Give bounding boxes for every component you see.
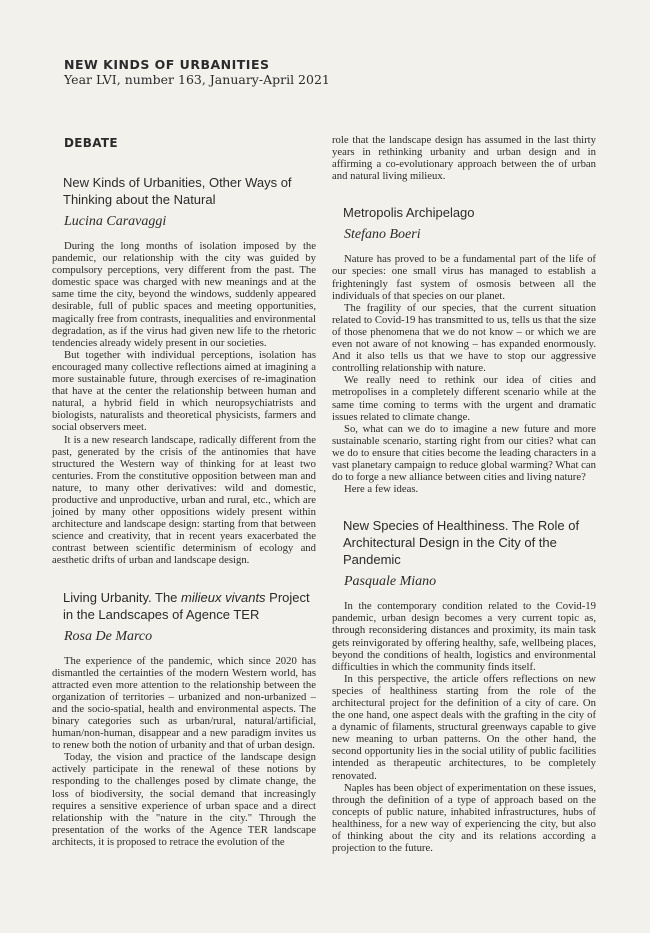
right-column: [332, 134, 596, 854]
paragraph: Here a few ideas.: [344, 483, 419, 496]
paragraph: The fragility of our species, that the current situation related to Covid-19 has transmitted to us, tells us that the size of those phenomena that we do not know – or which we are even not aware of not knowing – has expanded enormously. And it also tells us that we have to stop our aggressive controlling relationship with nature.: [332, 301, 596, 375]
article-title: New Species of Healthiness. The Role of Architectural Design in the City of the Pandemic: [343, 518, 580, 568]
paragraph: In the contemporary condition related to the Covid-19 pandemic, urban design becomes a very current topic as, through reconsidering distances and proximity, its main task gets reinvigorated by offering healthy, safe, wellbeing places, beyond the conditions of health, logistics and environmental difficulties in which the community finds itself.: [332, 600, 596, 673]
continued-text: [332, 134, 596, 182]
article-miano: [332, 517, 596, 854]
paragraph: Naples has been object of experimentation on these issues, through the definition of a type of approach based on the concepts of public nature, inhabited infrastructures, hubs of healthiness, for a new way of experiencing the city, but also of thinking about the city and its relations according a projection to the future.: [332, 781, 596, 855]
title-part: Living Urbanity. The: [63, 589, 182, 605]
article-title: [52, 589, 316, 623]
article-body: [52, 240, 316, 567]
article-boeri: [332, 204, 596, 495]
article-body: [332, 253, 596, 495]
paragraph: It is a new research landscape, radically different from the past, generated by the crisis of the antinomies that have structured the Western way of thinking for at least two centuries. From the constitutive opposition between man and nature, to many other derivatives: wild and domestic, productive and unproductive, urban and rural, etc., which are joined by many other oppositions widely present within architecture and landscape design: starting from that between science and creativity, that in recent years exacerbated the contrast between scientific determinism of ecology and aesthetic drifts of urban and landscape design.: [52, 433, 316, 567]
journal-issue: Year LVI, number 163, January-April 2021: [64, 72, 330, 87]
article-caravaggi: [52, 174, 316, 567]
paragraph: So, what can we do to imagine a new future and more sustainable scenario, starting right from our cities? what can we do to ensure that cities become the leading characters in a vast planetary campaign to reduce global warming? What can do to forge a new alliance between cities and living nature?: [332, 422, 596, 484]
paragraph: But together with individual perceptions, isolation has encouraged many collective reflections aimed at imagining a more sustainable future, through exercises of re-imagination that have at the center the relationship between human and natural, a hybrid field in which neuropsychiatrists and biologists, naturalists and theoretical physicists, farmers and social observers meet.: [52, 348, 316, 434]
paragraph: In this perspective, the article offers reflections on new species of healthiness starting from the role of the architectural project for the definition of a city of care. On the one hand, one aspect deals with the grafting in the city of a dynamic of filaments, structural greenways capable to give new meaning to urban patterns. On the other hand, the second opportunity lies in the social utility of public facilities intended as therapeutic architectures, to be completely renovated.: [332, 672, 596, 782]
left-column: [52, 136, 316, 848]
title-italic: milieux vivants: [181, 589, 266, 605]
title-part: Project in the Landscapes of Agence TER: [63, 589, 310, 622]
paragraph: role that the landscape design has assumed in the last thirty years in rethinking urbanity and urban design and in affirming a co-evolutionary approach between the of urban and natural living milieux.: [332, 134, 596, 183]
journal-title: NEW KINDS OF URBANITIES: [64, 57, 270, 72]
paragraph: Today, the vision and practice of the landscape design actively participate in the renewal of these notions by responding to the challenges posed by climate change, the loss of biodiversity, the social demand that increasingly requires a sensitive experience of urban space and a direct relationship with the "nature in the city." Through the presentation of the works of the Agence TER landscape architects, it is proposed to retrace the evolution of the: [52, 751, 316, 848]
article-author: Pasquale Miano: [344, 574, 437, 590]
article-de-marco: [52, 589, 316, 849]
section-heading: DEBATE: [64, 136, 118, 150]
article-author: Stefano Boeri: [344, 227, 421, 243]
article-author: Lucina Caravaggi: [64, 214, 167, 229]
article-title: New Kinds of Urbanities, Other Ways of Thinking about the Natural: [63, 175, 292, 207]
article-title: Metropolis Archipelago: [343, 205, 475, 221]
paragraph: During the long months of isolation imposed by the pandemic, our relationship with the city was guided by compulsory perceptions, very different from the past. The domestic space was charged with new meanings and at the same time the city, beyond the windows, suddenly appeared desirable, full of public spaces and meeting opportunities, magically free from contrasts, inequalities and environmental degradation, as if the virus had given new life to the rhetoric tendencies already widely present in our societies.: [52, 240, 316, 349]
paragraph: We really need to rethink our idea of cities and metropolises in a completely different scenario while at the same time coming to terms with the urgent and dramatic issues related to climate change.: [332, 374, 596, 423]
paragraph: Nature has proved to be a fundamental part of the life of our species: one small virus has managed to establish a frighteningly fast system of osmosis between all the individuals of that species on our planet.: [332, 253, 596, 302]
article-body: [332, 600, 596, 854]
article-body: [52, 655, 316, 849]
article-author: Rosa De Marco: [64, 628, 153, 644]
paragraph: The experience of the pandemic, which since 2020 has dismantled the certainties of the modern Western world, has attracted even more attention to the relationship between the organization of territories – urbanized and non-urbanized – and the socio-spatial, health and environmental aspects. The binary categories such as urban/rural, natural/artificial, human/non-human, disappear and a new paradigm invites us to renew both the notion of urbanity and that of urban design.: [52, 654, 316, 752]
